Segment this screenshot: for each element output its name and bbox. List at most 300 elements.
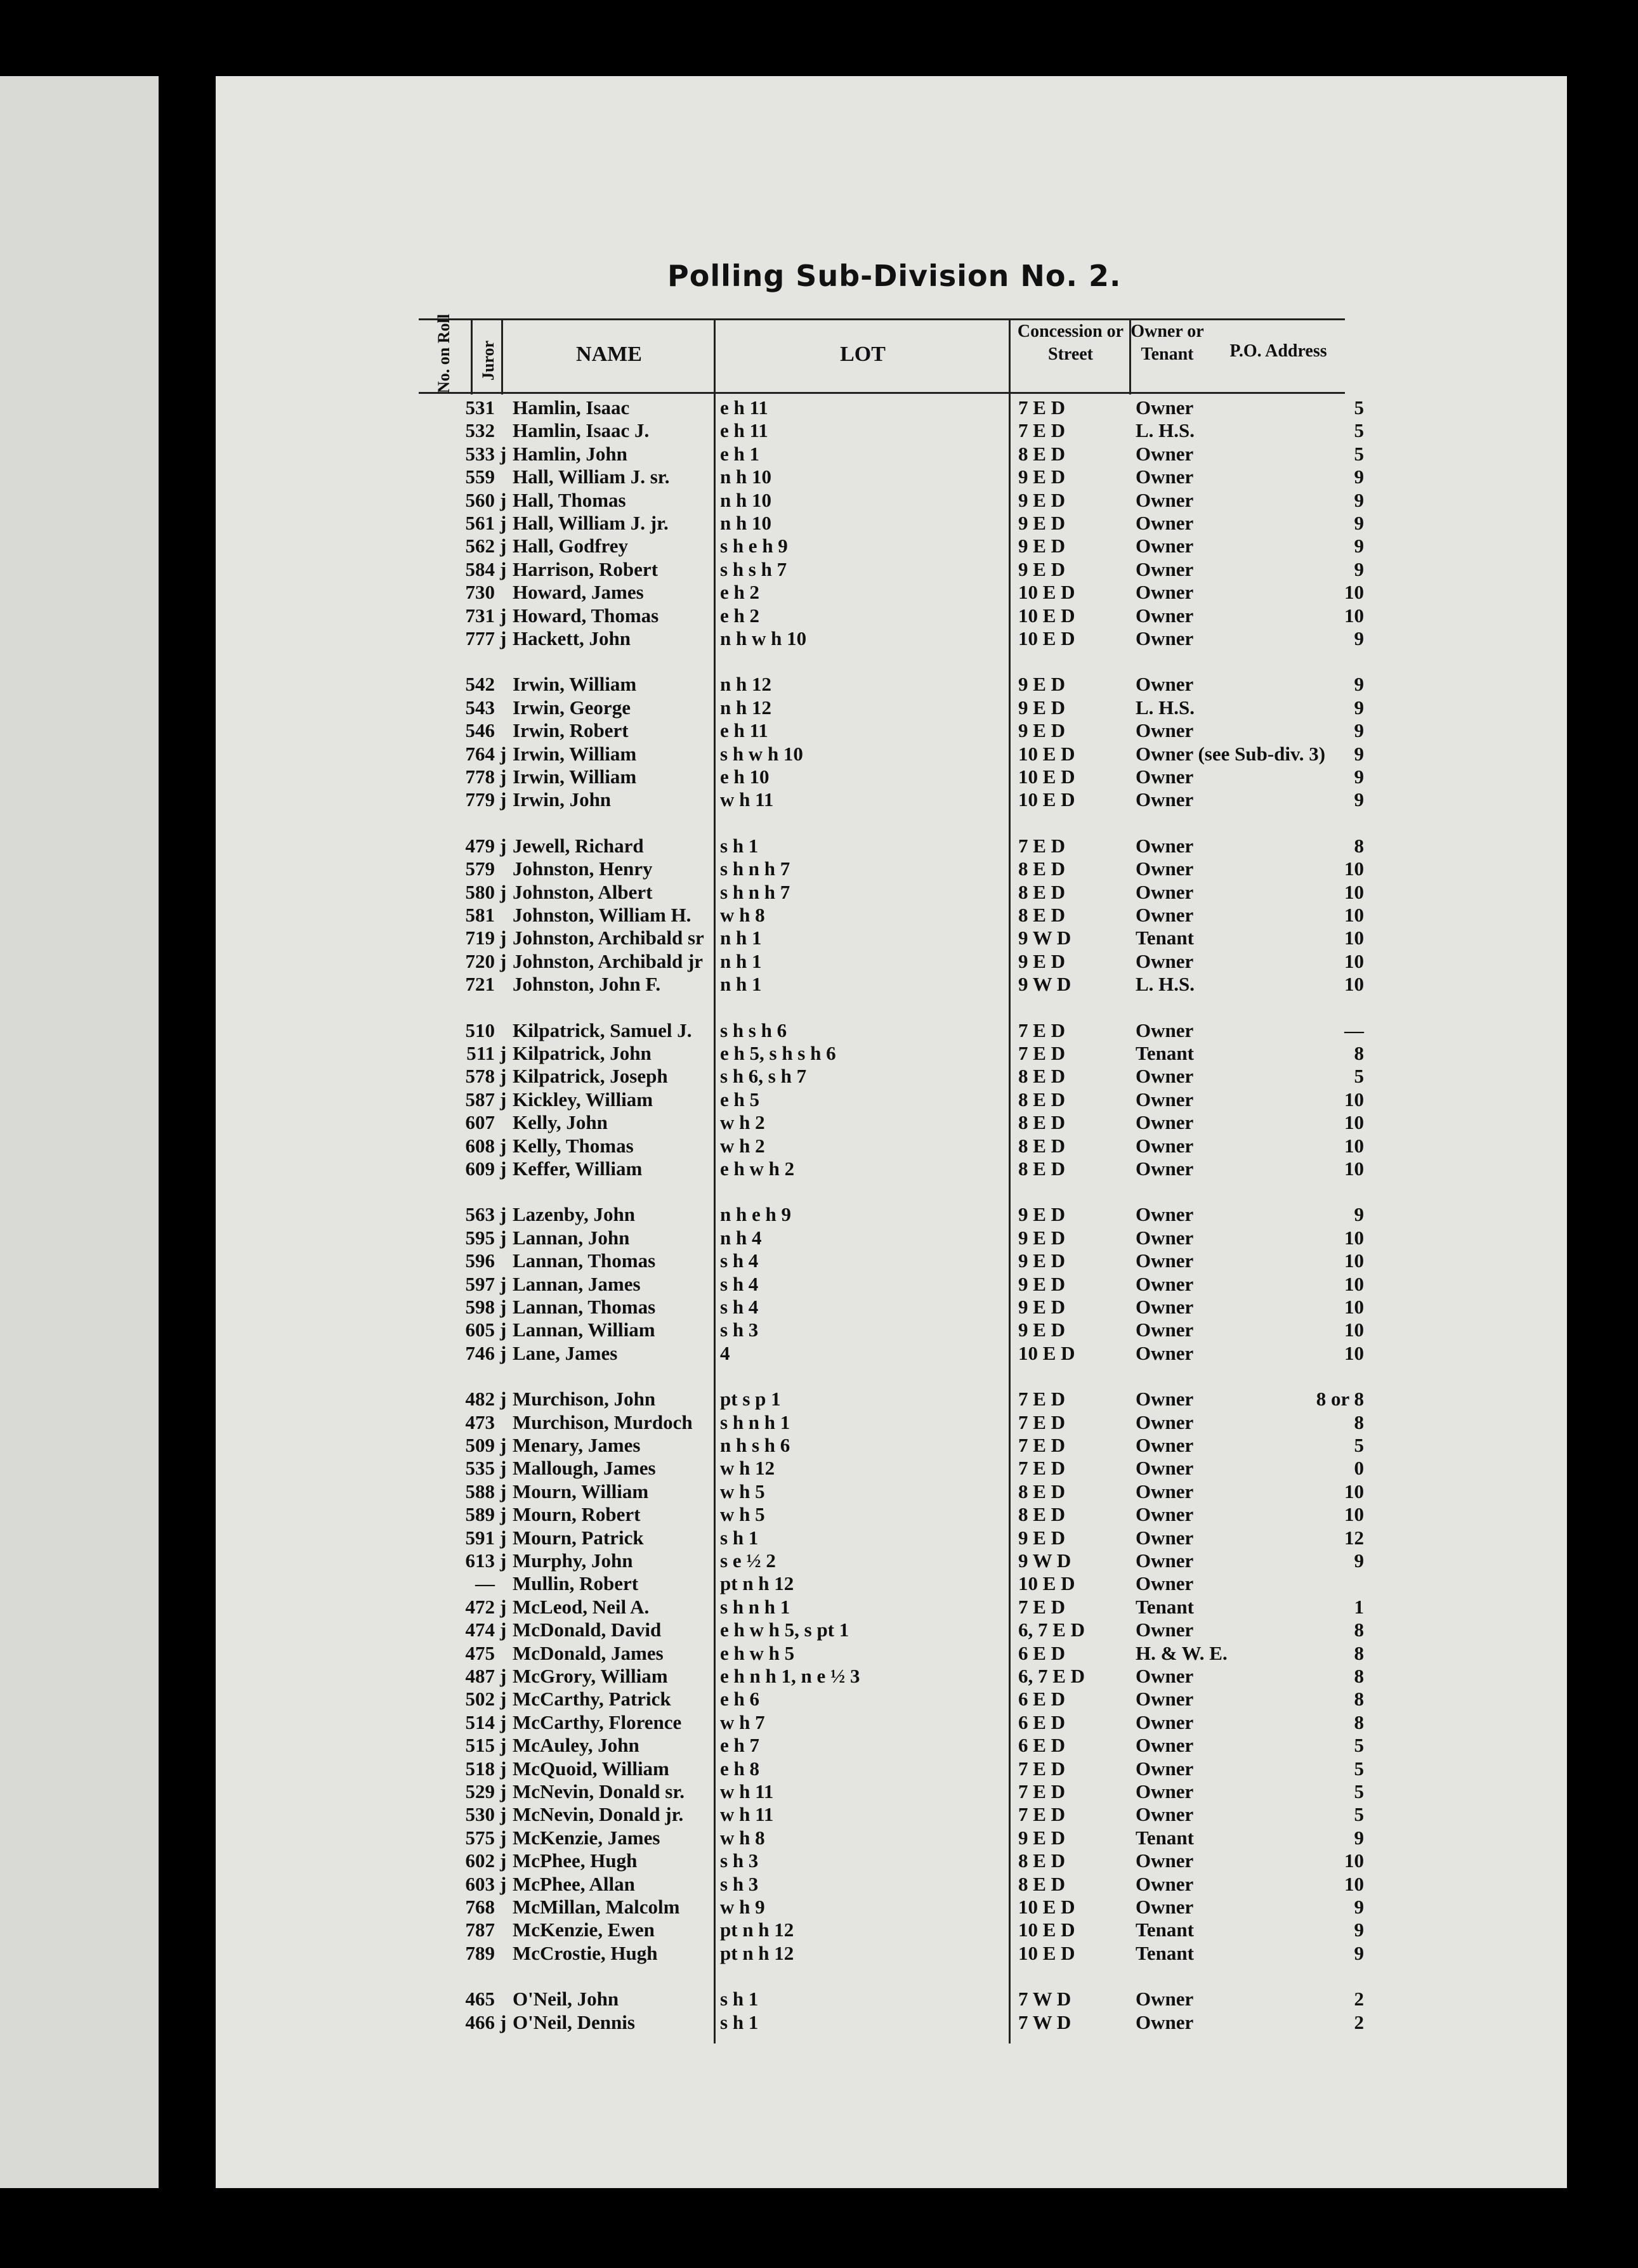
concession: 6 E D [1018, 1711, 1066, 1733]
concession: 6, 7 E D [1018, 1619, 1085, 1641]
voter-name: McDonald, David [513, 1619, 662, 1641]
po-address: 9 [1354, 696, 1364, 719]
voter-name: O'Neil, Dennis [513, 2011, 635, 2033]
roll-number: 605 [465, 1319, 495, 1341]
owner-status: Owner [1136, 949, 1194, 972]
po-address: 10 [1344, 1134, 1364, 1157]
po-address: 10 [1344, 1272, 1364, 1295]
roll-number: 465 [465, 1988, 495, 2011]
juror-mark: j [500, 1526, 507, 1549]
lot-description: n h w h 10 [720, 627, 807, 649]
po-address: 9 [1354, 788, 1364, 811]
po-address: 9 [1354, 719, 1364, 742]
table-row [0, 1249, 1638, 1273]
concession: 8 E D [1018, 1111, 1066, 1134]
concession: 10 E D [1018, 1896, 1075, 1918]
concession: 10 E D [1018, 1919, 1075, 1941]
voter-name: Murchison, John [513, 1388, 656, 1411]
concession: 6, 7 E D [1018, 1665, 1085, 1687]
table-row [0, 719, 1638, 743]
juror-mark: j [500, 880, 507, 903]
po-address: — [1344, 1019, 1364, 1041]
lot-description: s h 3 [720, 1849, 759, 1872]
lot-description: 4 [720, 1341, 730, 1364]
po-address: 10 [1344, 973, 1364, 996]
owner-status: Owner [1136, 1203, 1194, 1226]
header-name: NAME [576, 342, 642, 366]
owner-status: Owner [1136, 557, 1194, 580]
voter-name: McDonald, James [513, 1641, 664, 1664]
voter-name: Hall, William J. jr. [513, 512, 669, 534]
juror-mark: j [500, 1341, 507, 1364]
table-row [0, 512, 1638, 535]
po-address: 10 [1344, 1503, 1364, 1526]
concession: 10 E D [1018, 1572, 1075, 1595]
po-address: 8 [1354, 1641, 1364, 1664]
voter-name: Johnston, Henry [513, 857, 653, 880]
juror-mark: j [500, 1457, 507, 1480]
table-row [0, 973, 1638, 996]
owner-status: Owner [1136, 1780, 1194, 1802]
roll-number: 466 [465, 2011, 495, 2033]
lot-description: s h 1 [720, 2011, 759, 2033]
owner-status: Owner [1136, 1388, 1194, 1411]
lot-description: e h 1 [720, 442, 759, 465]
voter-name: Lane, James [513, 1341, 618, 1364]
lot-description: pt n h 12 [720, 1572, 794, 1595]
roll-number: 584 [465, 557, 495, 580]
concession: 8 E D [1018, 857, 1066, 880]
po-address: 10 [1344, 1296, 1364, 1318]
voter-name: Lannan, Thomas [513, 1296, 656, 1318]
owner-status: Owner [1136, 1226, 1194, 1249]
lot-description: s h n h 7 [720, 880, 790, 903]
voter-name: McPhee, Hugh [513, 1849, 638, 1872]
juror-mark: j [500, 512, 507, 534]
voter-name: McCrostie, Hugh [513, 1941, 658, 1964]
po-address: 10 [1344, 1157, 1364, 1180]
owner-status: Owner [1136, 604, 1194, 627]
table-row [0, 835, 1638, 858]
owner-status: Owner [1136, 1457, 1194, 1480]
table-row [0, 1319, 1638, 1342]
roll-number: 613 [465, 1549, 495, 1572]
concession: 10 E D [1018, 604, 1075, 627]
roll-number: 607 [465, 1111, 495, 1134]
table-row [0, 1919, 1638, 1942]
table-row [0, 1042, 1638, 1066]
lot-description: s h n h 7 [720, 857, 790, 880]
owner-status: Owner [1136, 1503, 1194, 1526]
concession: 9 E D [1018, 512, 1066, 534]
concession: 7 E D [1018, 396, 1066, 419]
concession: 9 E D [1018, 1319, 1066, 1341]
owner-status: Owner [1136, 1988, 1194, 2011]
lot-description: w h 11 [720, 788, 774, 811]
roll-number: 502 [465, 1688, 495, 1711]
juror-mark: j [500, 442, 507, 465]
juror-mark: j [500, 1134, 507, 1157]
po-address: 5 [1354, 1734, 1364, 1757]
voter-name: Lannan, John [513, 1226, 630, 1249]
table-row [0, 1873, 1638, 1896]
roll-number: 580 [465, 880, 495, 903]
juror-mark: j [500, 742, 507, 765]
lot-description: n h 1 [720, 973, 762, 996]
table-row [0, 788, 1638, 812]
concession: 6 E D [1018, 1641, 1066, 1664]
header-lot: LOT [840, 342, 886, 366]
table-row [0, 1711, 1638, 1735]
owner-status: Owner [1136, 788, 1194, 811]
voter-name: Irwin, William [513, 766, 637, 788]
voter-name: Hall, Thomas [513, 488, 626, 511]
roll-number: 546 [465, 719, 495, 742]
table-row [0, 766, 1638, 789]
concession: 8 E D [1018, 904, 1066, 926]
juror-mark: j [500, 1065, 507, 1088]
lot-description: n h 10 [720, 466, 771, 488]
owner-status: H. & W. E. [1136, 1641, 1228, 1664]
lot-description: e h 11 [720, 396, 768, 419]
lot-description: s h 6, s h 7 [720, 1065, 807, 1088]
table-row [0, 743, 1638, 766]
lot-description: n h 10 [720, 512, 771, 534]
owner-status: Owner [1136, 1711, 1194, 1733]
lot-description: e h 5, s h s h 6 [720, 1042, 836, 1064]
juror-mark: j [500, 604, 507, 627]
po-address: 8 [1354, 1042, 1364, 1064]
owner-status: Owner [1136, 1849, 1194, 1872]
concession: 7 E D [1018, 1595, 1066, 1618]
concession: 7 E D [1018, 834, 1066, 857]
voter-name: Hall, Godfrey [513, 535, 628, 557]
owner-status: Owner [1136, 581, 1194, 604]
juror-mark: j [500, 1549, 507, 1572]
po-address: 5 [1354, 1434, 1364, 1456]
po-address: 10 [1344, 880, 1364, 903]
owner-status: Owner [1136, 1480, 1194, 1502]
voter-name: Irwin, John [513, 788, 612, 811]
owner-status: Owner [1136, 1734, 1194, 1757]
juror-mark: j [500, 1595, 507, 1618]
table-row [0, 1642, 1638, 1665]
voter-name: Lannan, Thomas [513, 1249, 656, 1272]
lot-description: s h w h 10 [720, 742, 803, 765]
lot-description: e h 8 [720, 1757, 759, 1780]
po-address: 10 [1344, 1849, 1364, 1872]
juror-mark: j [500, 1388, 507, 1411]
voter-name: Lazenby, John [513, 1203, 635, 1226]
table-row [0, 1988, 1638, 2011]
concession: 7 W D [1018, 2011, 1071, 2033]
voter-name: Harrison, Robert [513, 557, 658, 580]
roll-number: 542 [465, 673, 495, 696]
owner-status: Owner [1136, 857, 1194, 880]
po-address: 9 [1354, 1826, 1364, 1849]
juror-mark: j [500, 1757, 507, 1780]
voter-name: McNevin, Donald sr. [513, 1780, 685, 1802]
juror-mark: j [500, 1872, 507, 1895]
concession: 7 E D [1018, 1803, 1066, 1826]
juror-mark: j [500, 1480, 507, 1502]
juror-mark: j [500, 788, 507, 811]
concession: 9 E D [1018, 1203, 1066, 1226]
roll-number: 559 [465, 466, 495, 488]
voter-name: McCarthy, Patrick [513, 1688, 671, 1711]
table-row [0, 1273, 1638, 1296]
table-row [0, 1457, 1638, 1480]
po-address: 9 [1354, 512, 1364, 534]
voter-name: Mourn, Robert [513, 1503, 641, 1526]
owner-status: L. H.S. [1136, 696, 1195, 719]
table-row [0, 1480, 1638, 1504]
owner-status: Owner [1136, 1296, 1194, 1318]
lot-description: w h 2 [720, 1134, 765, 1157]
roll-number: 510 [465, 1019, 495, 1041]
po-address: 10 [1344, 1226, 1364, 1249]
owner-status: Owner [1136, 627, 1194, 649]
juror-mark: j [500, 1619, 507, 1641]
concession: 8 E D [1018, 1134, 1066, 1157]
owner-status: Owner [1136, 1757, 1194, 1780]
roll-number: 746 [465, 1341, 495, 1364]
lot-description: w h 5 [720, 1480, 765, 1502]
roll-number: 777 [465, 627, 495, 649]
owner-status: Owner [1136, 904, 1194, 926]
concession: 7 E D [1018, 1042, 1066, 1064]
table-row [0, 581, 1638, 604]
juror-mark: j [500, 1272, 507, 1295]
voter-name: Johnston, John F. [513, 973, 661, 996]
juror-mark: j [500, 1157, 507, 1180]
voter-name: McLeod, Neil A. [513, 1595, 650, 1618]
header-no-on-roll: No. on Roll [435, 314, 453, 393]
owner-status: Owner [1136, 1803, 1194, 1826]
owner-status: Owner [1136, 1111, 1194, 1134]
concession: 8 E D [1018, 442, 1066, 465]
voter-name: O'Neil, John [513, 1988, 619, 2011]
voter-name: McKenzie, James [513, 1826, 660, 1849]
concession: 10 E D [1018, 788, 1075, 811]
roll-number: 764 [465, 742, 495, 765]
roll-number: 789 [465, 1941, 495, 1964]
lot-description: w h 12 [720, 1457, 775, 1480]
table-row [0, 1411, 1638, 1435]
po-address: 10 [1344, 1319, 1364, 1341]
lot-description: w h 2 [720, 1111, 765, 1134]
concession: 8 E D [1018, 1480, 1066, 1502]
table-row [0, 1780, 1638, 1804]
owner-status: Owner [1136, 2011, 1194, 2033]
voter-name: McQuoid, William [513, 1757, 669, 1780]
voter-name: Johnston, Archibald jr [513, 949, 704, 972]
voter-name: Menary, James [513, 1434, 641, 1456]
juror-mark: j [500, 949, 507, 972]
voter-name: Johnston, Albert [513, 880, 653, 903]
voter-name: Hamlin, Isaac [513, 396, 630, 419]
concession: 7 W D [1018, 1988, 1071, 2011]
voter-name: McAuley, John [513, 1734, 639, 1757]
lot-description: n h 12 [720, 673, 771, 696]
lot-description: e h 11 [720, 419, 768, 442]
po-address: 10 [1344, 904, 1364, 926]
roll-number: 588 [465, 1480, 495, 1502]
voter-name: Hamlin, John [513, 442, 627, 465]
po-address: 10 [1344, 857, 1364, 880]
concession: 7 E D [1018, 1411, 1066, 1433]
roll-number: 562 [465, 535, 495, 557]
lot-description: w h 7 [720, 1711, 765, 1733]
lot-description: e h n h 1, n e ½ 3 [720, 1665, 860, 1687]
voter-name: Johnston, Archibald sr [513, 927, 704, 949]
juror-mark: j [500, 1088, 507, 1111]
juror-mark: j [500, 1849, 507, 1872]
table-row [0, 1111, 1638, 1135]
table-row [0, 2011, 1638, 2035]
owner-status: Owner [1136, 1134, 1194, 1157]
roll-number: 597 [465, 1272, 495, 1295]
concession: 8 E D [1018, 1872, 1066, 1895]
roll-number: 509 [465, 1434, 495, 1456]
roll-number: 518 [465, 1757, 495, 1780]
owner-status: Owner [1136, 1896, 1194, 1918]
concession: 9 E D [1018, 673, 1066, 696]
lot-description: pt s p 1 [720, 1388, 781, 1411]
concession: 10 E D [1018, 1941, 1075, 1964]
roll-number: 472 [465, 1595, 495, 1618]
concession: 7 E D [1018, 1780, 1066, 1802]
concession: 9 W D [1018, 927, 1071, 949]
table-row [0, 1203, 1638, 1227]
lot-description: w h 11 [720, 1803, 774, 1826]
owner-status: Owner [1136, 1249, 1194, 1272]
owner-status: Owner [1136, 1411, 1194, 1433]
lot-description: pt n h 12 [720, 1941, 794, 1964]
po-address: 8 [1354, 1411, 1364, 1433]
header-owner-tenant: Owner or Tenant [1130, 322, 1204, 364]
table-row [0, 1734, 1638, 1757]
voter-name: Hall, William J. sr. [513, 466, 670, 488]
po-address: 8 [1354, 1688, 1364, 1711]
po-address: 9 [1354, 673, 1364, 696]
lot-description: s h 4 [720, 1272, 759, 1295]
table-row [0, 1135, 1638, 1158]
voter-name: Hamlin, Isaac J. [513, 419, 650, 442]
roll-number: 595 [465, 1226, 495, 1249]
concession: 8 E D [1018, 880, 1066, 903]
po-address: 2 [1354, 2011, 1364, 2033]
roll-number: 529 [465, 1780, 495, 1802]
juror-mark: j [500, 1203, 507, 1226]
lot-description: s e ½ 2 [720, 1549, 776, 1572]
juror-mark: j [500, 1803, 507, 1826]
table-row [0, 1088, 1638, 1112]
owner-status: Owner [1136, 1665, 1194, 1687]
po-address: 9 [1354, 1896, 1364, 1918]
owner-status: Tenant [1136, 1919, 1194, 1941]
lot-description: e h w h 2 [720, 1157, 795, 1180]
owner-status: Tenant [1136, 1595, 1194, 1618]
table-row [0, 443, 1638, 466]
owner-status: Owner [1136, 1549, 1194, 1572]
concession: 8 E D [1018, 1088, 1066, 1111]
table-row [0, 1896, 1638, 1919]
table-row [0, 1503, 1638, 1527]
table-row [0, 1227, 1638, 1250]
roll-number: 719 [465, 927, 495, 949]
juror-mark: j [500, 1665, 507, 1687]
po-address: 10 [1344, 1111, 1364, 1134]
po-address: 5 [1354, 442, 1364, 465]
owner-status: Tenant [1136, 1826, 1194, 1849]
concession: 9 E D [1018, 466, 1066, 488]
concession: 7 E D [1018, 1457, 1066, 1480]
table-row [0, 1619, 1638, 1642]
table-row [0, 1296, 1638, 1319]
po-address: 10 [1344, 1341, 1364, 1364]
po-address: 9 [1354, 488, 1364, 511]
owner-status: Owner [1136, 1065, 1194, 1088]
juror-mark: j [500, 488, 507, 511]
juror-mark: j [500, 766, 507, 788]
concession: 9 E D [1018, 696, 1066, 719]
table-row [0, 558, 1638, 582]
juror-mark: j [500, 1319, 507, 1341]
table-row [0, 419, 1638, 443]
owner-status: L. H.S. [1136, 973, 1195, 996]
concession: 10 E D [1018, 581, 1075, 604]
po-address: 10 [1344, 1088, 1364, 1111]
po-address: 10 [1344, 581, 1364, 604]
table-row [0, 1757, 1638, 1781]
voter-name: Kilpatrick, Samuel J. [513, 1019, 692, 1041]
concession: 9 E D [1018, 535, 1066, 557]
roll-number: 608 [465, 1134, 495, 1157]
table-row [0, 696, 1638, 720]
voter-name: Kilpatrick, Joseph [513, 1065, 668, 1088]
table-row [0, 1434, 1638, 1457]
table-row [0, 1157, 1638, 1181]
roll-number: — [475, 1572, 495, 1595]
lot-description: e h 5 [720, 1088, 759, 1111]
table-row [0, 927, 1638, 950]
voter-name: Irwin, William [513, 742, 637, 765]
po-address: 9 [1354, 1203, 1364, 1226]
table-row [0, 1342, 1638, 1365]
voter-name: Kilpatrick, John [513, 1042, 652, 1064]
po-address: 10 [1344, 1249, 1364, 1272]
voter-name: Keffer, William [513, 1157, 643, 1180]
roll-number: 474 [465, 1619, 495, 1641]
table-row [0, 1849, 1638, 1873]
concession: 9 W D [1018, 973, 1071, 996]
table-row [0, 1572, 1638, 1596]
owner-status: Owner [1136, 719, 1194, 742]
voter-name: Murchison, Murdoch [513, 1411, 693, 1433]
concession: 9 E D [1018, 1249, 1066, 1272]
voter-name: Irwin, Robert [513, 719, 629, 742]
voter-name: Howard, Thomas [513, 604, 659, 627]
concession: 10 E D [1018, 627, 1075, 649]
lot-description: s h e h 9 [720, 535, 788, 557]
concession: 10 E D [1018, 742, 1075, 765]
voter-name: Lannan, James [513, 1272, 641, 1295]
juror-mark: j [500, 1688, 507, 1711]
roll-number: 482 [465, 1388, 495, 1411]
owner-status: Owner [1136, 1688, 1194, 1711]
juror-mark: j [500, 2011, 507, 2033]
